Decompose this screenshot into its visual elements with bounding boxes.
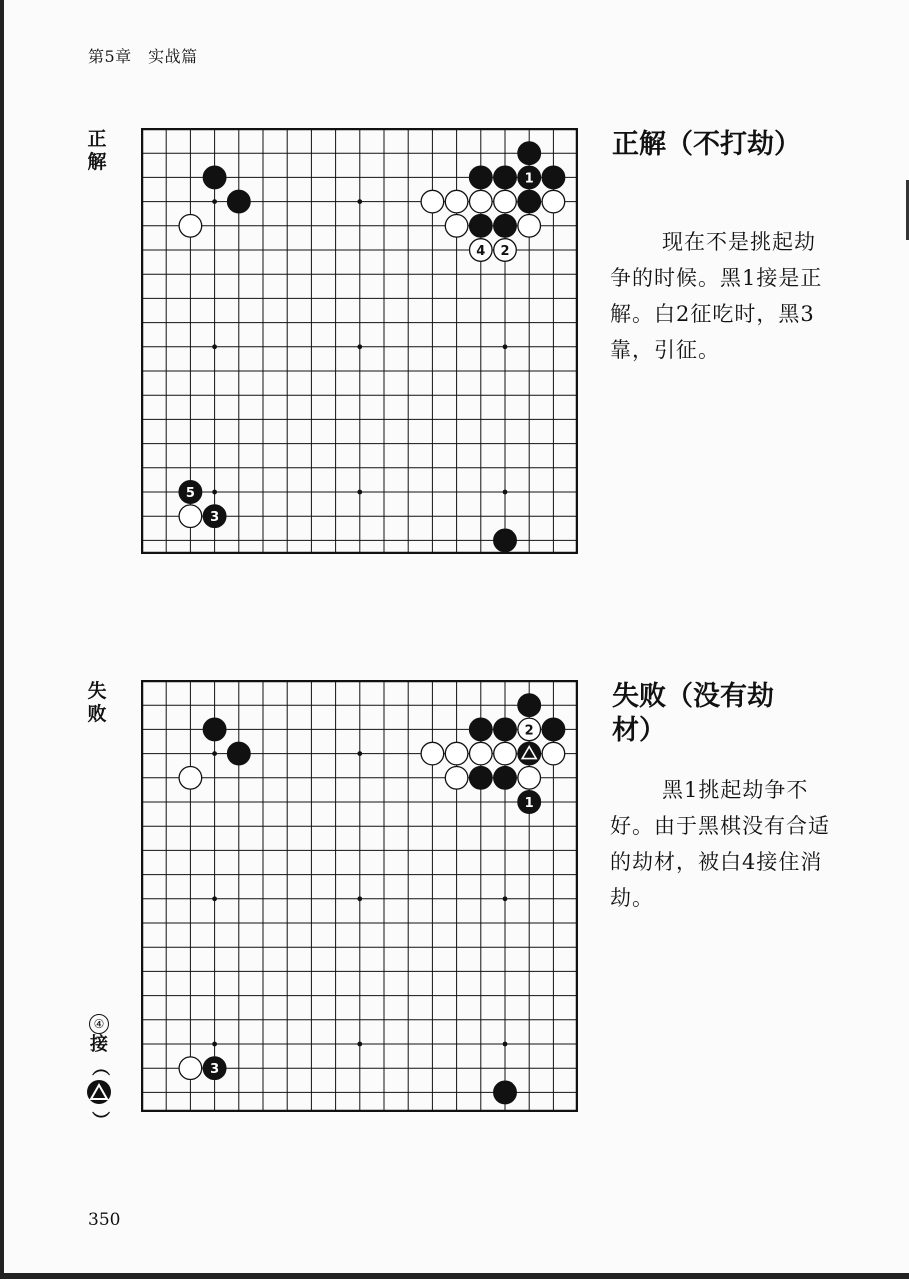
- note-open-paren: （: [89, 1058, 110, 1076]
- go-board-svg: [141, 680, 578, 1112]
- stone-number: 2: [524, 723, 534, 739]
- white-stone: [470, 742, 493, 765]
- star-point: [357, 490, 362, 495]
- go-board-svg: [141, 128, 578, 554]
- black-stone: [228, 742, 251, 765]
- diagram1-go-board: [141, 128, 578, 554]
- white-stone: [421, 190, 444, 213]
- black-stone: [203, 166, 226, 189]
- diagram2-go-board: [141, 680, 578, 1112]
- black-stone: [518, 694, 541, 717]
- star-point: [357, 896, 362, 901]
- diagram2-title: 失败（没有劫材）: [612, 681, 774, 746]
- white-stone: [179, 505, 202, 528]
- black-stone: [203, 718, 226, 741]
- white-stone: [494, 742, 517, 765]
- black-stone: [494, 215, 517, 238]
- stone-number: 1: [524, 171, 534, 187]
- stone-number: 2: [500, 244, 510, 259]
- stone-number: 1: [524, 796, 534, 811]
- diagram2-text: 黑1挑起劫争不好。由于黑棋没有合适的劫材，被白4接住消劫。: [610, 778, 830, 910]
- white-stone: [542, 742, 565, 765]
- star-point: [212, 344, 217, 349]
- scan-edge-bottom: [0, 1273, 909, 1279]
- star-point: [212, 896, 217, 901]
- black-stone: [494, 529, 517, 552]
- white-stone: [179, 215, 202, 238]
- diagram1-side-label-char: 正: [87, 128, 107, 150]
- white-stone: [542, 190, 565, 213]
- star-point: [357, 344, 362, 349]
- star-point: [212, 1042, 217, 1047]
- black-stone: [542, 718, 565, 741]
- stone-number: 3: [210, 510, 220, 526]
- black-stone: [494, 166, 517, 189]
- running-head: 第5章 实战篇: [88, 47, 198, 66]
- black-stone: [494, 767, 517, 790]
- white-stone: [518, 215, 541, 238]
- black-stone: [470, 215, 493, 238]
- black-stone: [470, 166, 493, 189]
- black-stone: [470, 767, 493, 790]
- star-point: [357, 199, 362, 204]
- black-stone: [542, 166, 565, 189]
- white-stone: [445, 215, 468, 238]
- white-stone: [518, 767, 541, 790]
- diagram1-side-label: [86, 128, 108, 174]
- diagram2-side-label: [86, 680, 108, 726]
- note-close-paren: ）: [89, 1111, 110, 1129]
- white-stone: [179, 1057, 202, 1080]
- diagram2-side-label-char: 败: [87, 703, 107, 725]
- diagram1-title: 正解（不打劫）: [612, 129, 801, 160]
- star-point: [503, 344, 508, 349]
- page-number: 350: [88, 1210, 121, 1230]
- star-point: [503, 1042, 508, 1047]
- black-stone: [518, 190, 541, 213]
- white-stone: [421, 742, 444, 765]
- black-stone: [228, 190, 251, 213]
- star-point: [212, 751, 217, 756]
- triangle-stone-icon: [87, 1080, 111, 1104]
- black-stone: [518, 142, 541, 165]
- diagram1-side-label-char: 解: [87, 151, 107, 173]
- white-stone: [445, 190, 468, 213]
- white-stone: [494, 190, 517, 213]
- star-point: [212, 199, 217, 204]
- note-word: 接: [90, 1034, 108, 1055]
- black-stone: [470, 718, 493, 741]
- white-stone: [179, 767, 202, 790]
- diagram2-side-label-char: 失: [87, 680, 107, 702]
- stone-number: 4: [476, 244, 486, 259]
- star-point: [503, 896, 508, 901]
- diagram1-text: 现在不是挑起劫争的时候。黑1接是正解。白2征吃时，黑3靠，引征。: [610, 230, 823, 362]
- star-point: [357, 751, 362, 756]
- scan-edge-left: [0, 0, 4, 1279]
- note-circled-number: ④: [89, 1014, 109, 1034]
- stone-number: 3: [210, 1062, 220, 1078]
- white-stone: [445, 742, 468, 765]
- diagram2-note: [84, 1012, 114, 1131]
- star-point: [357, 1042, 362, 1047]
- black-stone: [494, 718, 517, 741]
- black-stone: [494, 1081, 517, 1104]
- white-stone: [445, 767, 468, 790]
- star-point: [212, 490, 217, 495]
- white-stone: [470, 190, 493, 213]
- stone-number: 5: [185, 486, 195, 501]
- star-point: [503, 490, 508, 495]
